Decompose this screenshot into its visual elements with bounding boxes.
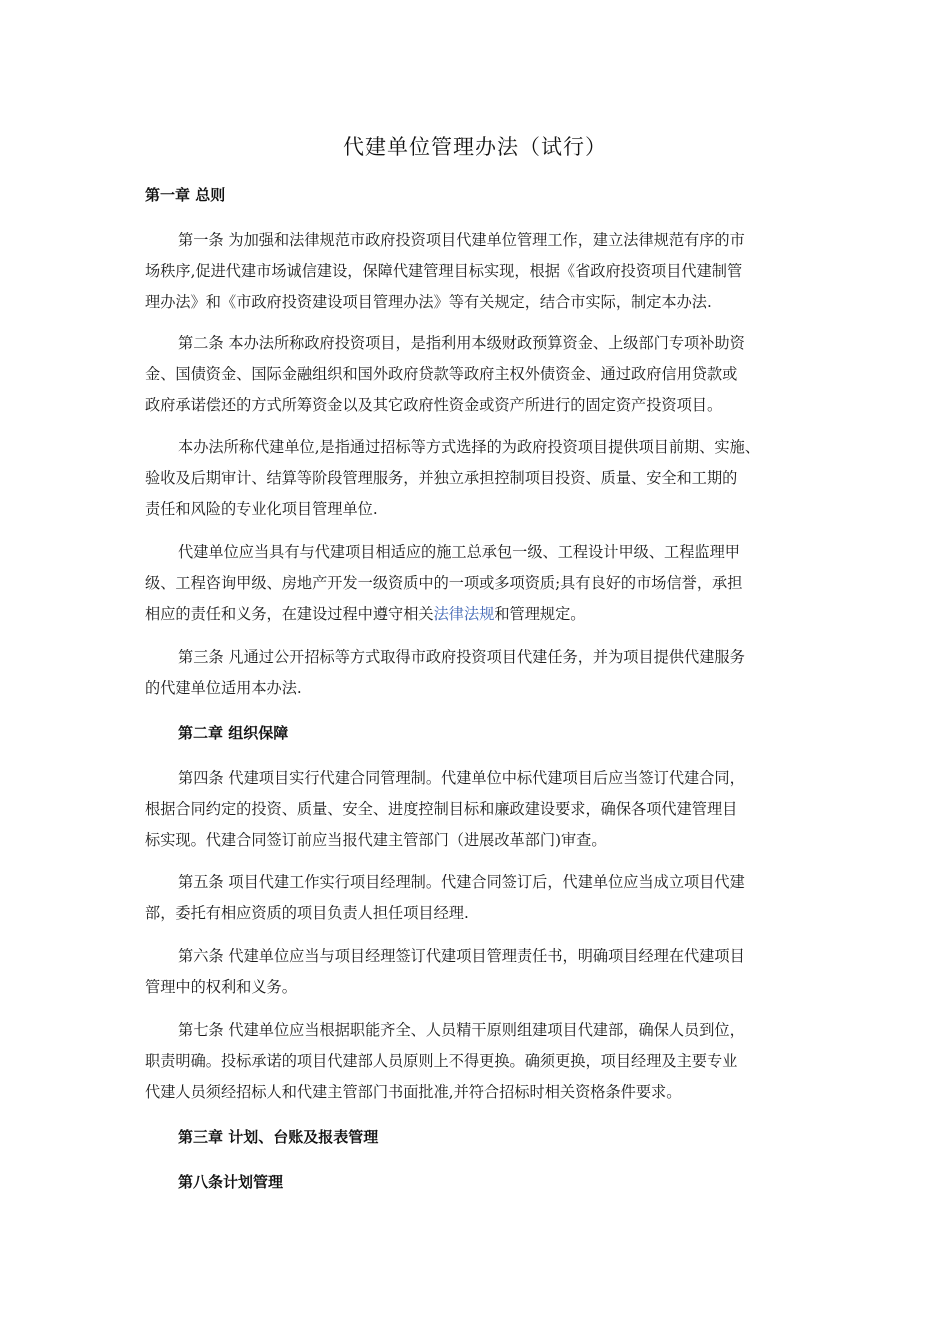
chapter-3-heading: 第三章 计划、台账及报表管理 [178,1128,379,1146]
paragraph-line: 级、工程咨询甲级、房地产开发一级资质中的一项或多项资质;具有良好的市场信誉，承担 [145,574,743,592]
article-6-line: 管理中的权利和义务。 [145,978,297,996]
article-5-line: 第五条 项目代建工作实行项目经理制。代建合同签订后，代建单位应当成立项目代建 [178,873,745,891]
article-4 [145,763,815,856]
paragraph-line [145,599,815,630]
article-3-line: 的代建单位适用本办法. [145,679,302,697]
article-7-line: 代建人员须经招标人和代建主管部门书面批准,并符合招标时相关资格条件要求。 [145,1083,682,1101]
article-5 [145,867,815,929]
paragraph-text: 相应的责任和义务，在建设过程中遵守相关 [145,605,434,623]
article-2-line: 政府承诺偿还的方式所筹资金以及其它政府性资金或资产所进行的固定资产投资项目。 [145,396,723,414]
document-title: 代建单位管理办法（试行） [343,135,607,159]
chapter-1-heading: 第一章 总则 [145,186,226,204]
article-7-line: 第七条 代建单位应当根据职能齐全、人员精干原则组建项目代建部，确保人员到位， [178,1021,745,1039]
paragraph-line: 验收及后期审计、结算等阶段管理服务，并独立承担控制项目投资、质量、安全和工期的 [145,469,738,487]
article-3 [145,642,815,704]
article-1-line: 第一条 为加强和法律规范市政府投资项目代建单位管理工作，建立法律规范有序的市 [178,231,745,249]
article-4-line: 标实现。代建合同签订前应当报代建主管部门（进展改革部门)审查。 [145,831,607,849]
article-2-paragraph-3 [145,537,815,630]
article-6-line: 第六条 代建单位应当与项目经理签订代建项目管理责任书，明确项目经理在代建项目 [178,947,745,965]
article-2-paragraph-2 [145,432,815,525]
chapter-2-heading: 第二章 组织保障 [178,724,289,742]
article-2 [145,328,815,421]
article-2-line: 金、国债资金、国际金融组织和国外政府贷款等政府主权外债资金、通过政府信用贷款或 [145,365,738,383]
paragraph-text: 和管理规定。 [494,605,586,623]
article-1 [145,225,815,318]
article-1-line: 理办法》和《市政府投资建设项目管理办法》等有关规定，结合市实际，制定本办法. [145,293,712,311]
article-6 [145,941,815,1003]
article-2-line: 第二条 本办法所称政府投资项目，是指利用本级财政预算资金、上级部门专项补助资 [178,334,745,352]
paragraph-line: 责任和风险的专业化项目管理单位. [145,500,378,518]
paragraph-line: 代建单位应当具有与代建项目相适应的施工总承包一级、工程设计甲级、工程监理甲 [178,543,740,561]
article-7 [145,1015,815,1108]
article-4-line: 第四条 代建项目实行代建合同管理制。代建单位中标代建项目后应当签订代建合同， [178,769,745,787]
article-3-line: 第三条 凡通过公开招标等方式取得市政府投资项目代建任务，并为项目提供代建服务 [178,648,745,666]
article-4-line: 根据合同约定的投资、质量、安全、进度控制目标和廉政建设要求，确保各项代建管理目 [145,800,738,818]
article-5-line: 部，委托有相应资质的项目负责人担任项目经理. [145,904,469,922]
article-1-line: 场秩序,促进代建市场诚信建设，保障代建管理目标实现，根据《省政府投资项目代建制管 [145,262,743,280]
laws-regulations-link[interactable]: 法律法规 [433,605,495,623]
article-8-heading: 第八条计划管理 [178,1173,284,1191]
paragraph-line: 本办法所称代建单位,是指通过招标等方式选择的为政府投资项目提供项目前期、实施、 [178,438,760,456]
article-7-line: 职责明确。投标承诺的项目代建部人员原则上不得更换。确须更换，项目经理及主要专业 [145,1052,738,1070]
